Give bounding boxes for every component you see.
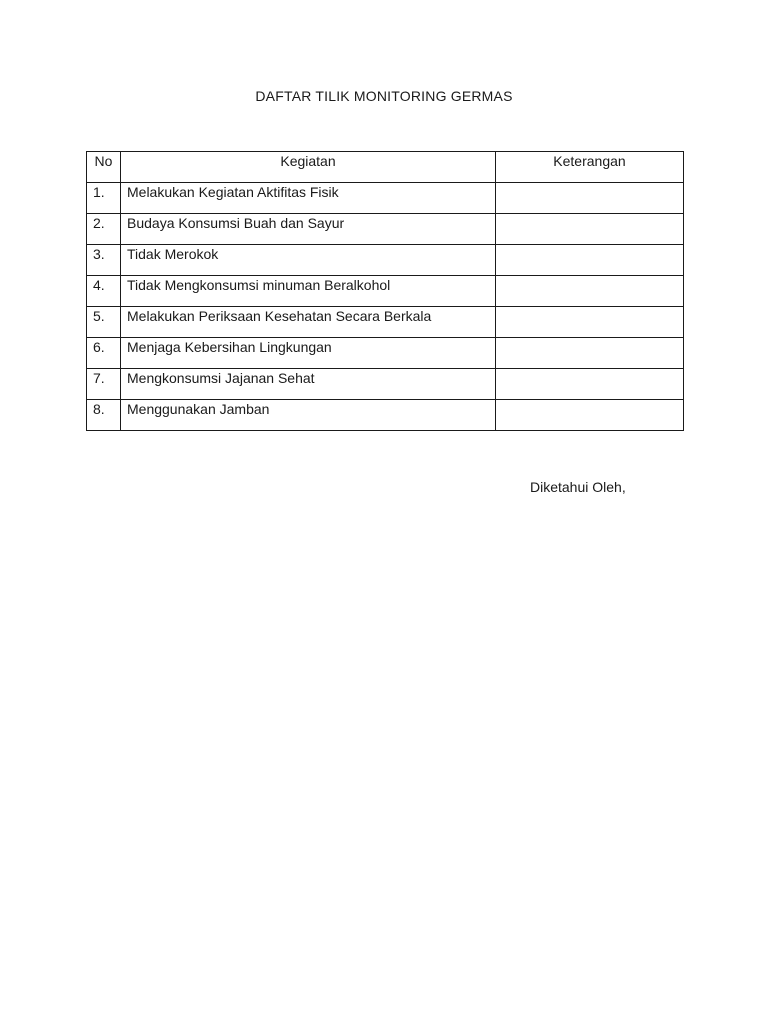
row-number: 5.: [87, 307, 121, 338]
table-row: [87, 369, 684, 400]
row-kegiatan: Melakukan Periksaan Kesehatan Secara Berkala: [121, 307, 496, 338]
row-keterangan[interactable]: [496, 338, 684, 369]
row-number: 6.: [87, 338, 121, 369]
table-row: [87, 183, 684, 214]
table-header-row: [87, 152, 684, 183]
row-keterangan[interactable]: [496, 369, 684, 400]
row-kegiatan: Tidak Merokok: [121, 245, 496, 276]
row-number: 1.: [87, 183, 121, 214]
row-kegiatan: Mengkonsumsi Jajanan Sehat: [121, 369, 496, 400]
row-kegiatan: Budaya Konsumsi Buah dan Sayur: [121, 214, 496, 245]
document-title: DAFTAR TILIK MONITORING GERMAS: [255, 88, 513, 104]
table-row: [87, 307, 684, 338]
row-kegiatan: Menggunakan Jamban: [121, 400, 496, 431]
table-row: [87, 276, 684, 307]
row-keterangan[interactable]: [496, 276, 684, 307]
table-row: [87, 338, 684, 369]
row-kegiatan: Menjaga Kebersihan Lingkungan: [121, 338, 496, 369]
row-kegiatan: Tidak Mengkonsumsi minuman Beralkohol: [121, 276, 496, 307]
table-row: [87, 245, 684, 276]
row-number: 2.: [87, 214, 121, 245]
header-no: No: [87, 152, 121, 183]
row-keterangan[interactable]: [496, 400, 684, 431]
checklist-table: [86, 151, 684, 431]
table-row: [87, 400, 684, 431]
row-kegiatan: Melakukan Kegiatan Aktifitas Fisik: [121, 183, 496, 214]
row-keterangan[interactable]: [496, 214, 684, 245]
row-keterangan[interactable]: [496, 307, 684, 338]
row-number: 7.: [87, 369, 121, 400]
row-keterangan[interactable]: [496, 245, 684, 276]
row-number: 8.: [87, 400, 121, 431]
row-number: 3.: [87, 245, 121, 276]
header-keterangan: Keterangan: [496, 152, 684, 183]
row-keterangan[interactable]: [496, 183, 684, 214]
row-number: 4.: [87, 276, 121, 307]
table-row: [87, 214, 684, 245]
signature-label: Diketahui Oleh,: [530, 479, 626, 495]
header-kegiatan: Kegiatan: [121, 152, 496, 183]
